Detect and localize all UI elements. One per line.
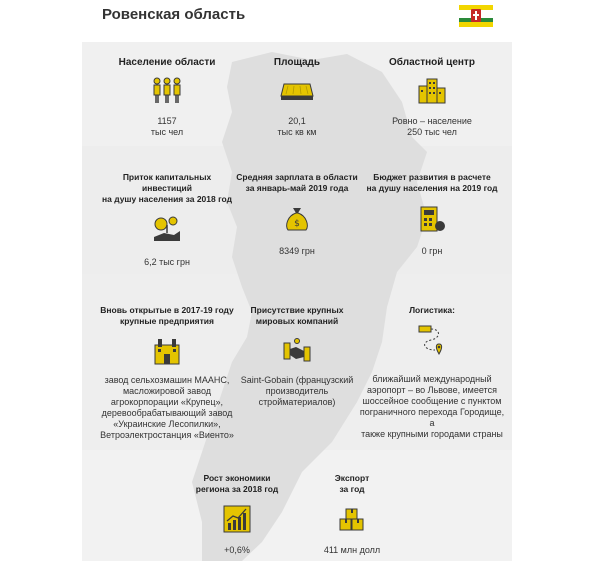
growth-label-1: Рост экономики	[203, 473, 271, 483]
salary-label-1: Средняя зарплата в области	[236, 172, 358, 182]
enterprises-card	[92, 305, 242, 441]
export-boxes-icon	[338, 505, 366, 533]
svg-text:$: $	[294, 219, 300, 229]
header	[82, 0, 512, 42]
population-value: 1157	[157, 116, 177, 126]
area-value: 20,1	[288, 116, 306, 126]
companies-line: производитель	[265, 386, 329, 396]
infographic-sheet	[82, 0, 512, 561]
enterprises-line: масложировой завод	[122, 386, 212, 396]
salary-value: 8349 грн	[279, 246, 315, 256]
page-title: Ровенская область	[102, 6, 246, 23]
center-card	[362, 57, 502, 138]
center-value: Ровно – население	[392, 116, 472, 126]
enterprises-line: Ветроэлектростанция «Виенто»	[100, 430, 234, 440]
enterprises-line: деревообрабатывающий завод	[101, 408, 233, 418]
investment-icon	[152, 215, 182, 245]
salary-label-2: за январь-май 2019 года	[245, 183, 349, 193]
export-card	[292, 473, 412, 556]
growth-value: +0,6%	[224, 545, 250, 555]
salary-card	[232, 172, 362, 257]
logistics-line: пограничного перехода Городище, а	[359, 407, 505, 428]
budget-label-1: Бюджет развития в расчете	[373, 172, 491, 182]
budget-value: 0 грн	[421, 246, 443, 256]
companies-label-1: Присутствие крупных	[250, 305, 344, 315]
people-icon	[151, 76, 183, 104]
export-label-2: за год	[339, 484, 365, 494]
companies-label-2: мировых компаний	[255, 316, 339, 326]
enterprises-line: «Украинские Лесопилки»,	[113, 419, 221, 429]
investment-card	[97, 172, 237, 268]
factory-icon	[152, 337, 182, 365]
area-card	[232, 57, 362, 138]
enterprises-label-1: Вновь открытые в 2017-19 году	[100, 305, 234, 315]
center-unit: 250 тыс чел	[407, 127, 457, 137]
export-label-1: Экспорт	[334, 473, 370, 483]
region-flag-icon	[459, 5, 493, 27]
area-unit: тыс кв км	[277, 127, 317, 137]
growth-label-2: региона за 2018 год	[195, 484, 279, 494]
land-icon	[280, 78, 314, 102]
logistics-label: Логистика:	[409, 305, 455, 315]
growth-card	[177, 473, 297, 556]
investment-label-2: на душу населения за 2018 год	[101, 194, 232, 204]
investment-label-1: Приток капитальных инвестиций	[122, 172, 212, 193]
route-icon	[417, 324, 447, 358]
investment-value: 6,2 тыс грн	[144, 257, 190, 267]
area-label: Площадь	[273, 57, 321, 68]
companies-line: стройматериалов)	[258, 397, 336, 407]
logistics-line: также крупными городами страны	[361, 429, 503, 439]
logistics-line: аэропорт – во Львове, имеется	[367, 385, 497, 395]
population-label: Население области	[118, 57, 216, 68]
city-icon	[417, 76, 447, 104]
enterprises-label-2: крупные предприятия	[120, 316, 214, 326]
logistics-line: шоссейное сообщение с пунктом	[362, 396, 502, 406]
enterprises-line: агрокорпорации «Крупец»,	[110, 397, 224, 407]
money-bag-icon	[283, 204, 311, 234]
population-card	[102, 57, 232, 138]
logistics-line: ближайший международный	[372, 374, 492, 384]
logistics-card	[357, 305, 507, 440]
budget-card	[362, 172, 502, 257]
companies-card	[232, 305, 362, 408]
companies-line: Saint-Gobain (французский	[240, 375, 354, 385]
budget-icon	[417, 204, 447, 234]
export-value: 411 млн долл	[323, 545, 381, 555]
growth-chart-icon	[223, 505, 251, 533]
population-unit: тыс чел	[150, 127, 184, 137]
center-label: Областной центр	[389, 57, 475, 68]
handshake-icon	[282, 337, 312, 365]
budget-label-2: на душу населения на 2019 год	[366, 183, 498, 193]
enterprises-line: завод сельхозмашин МААНС,	[104, 375, 230, 385]
